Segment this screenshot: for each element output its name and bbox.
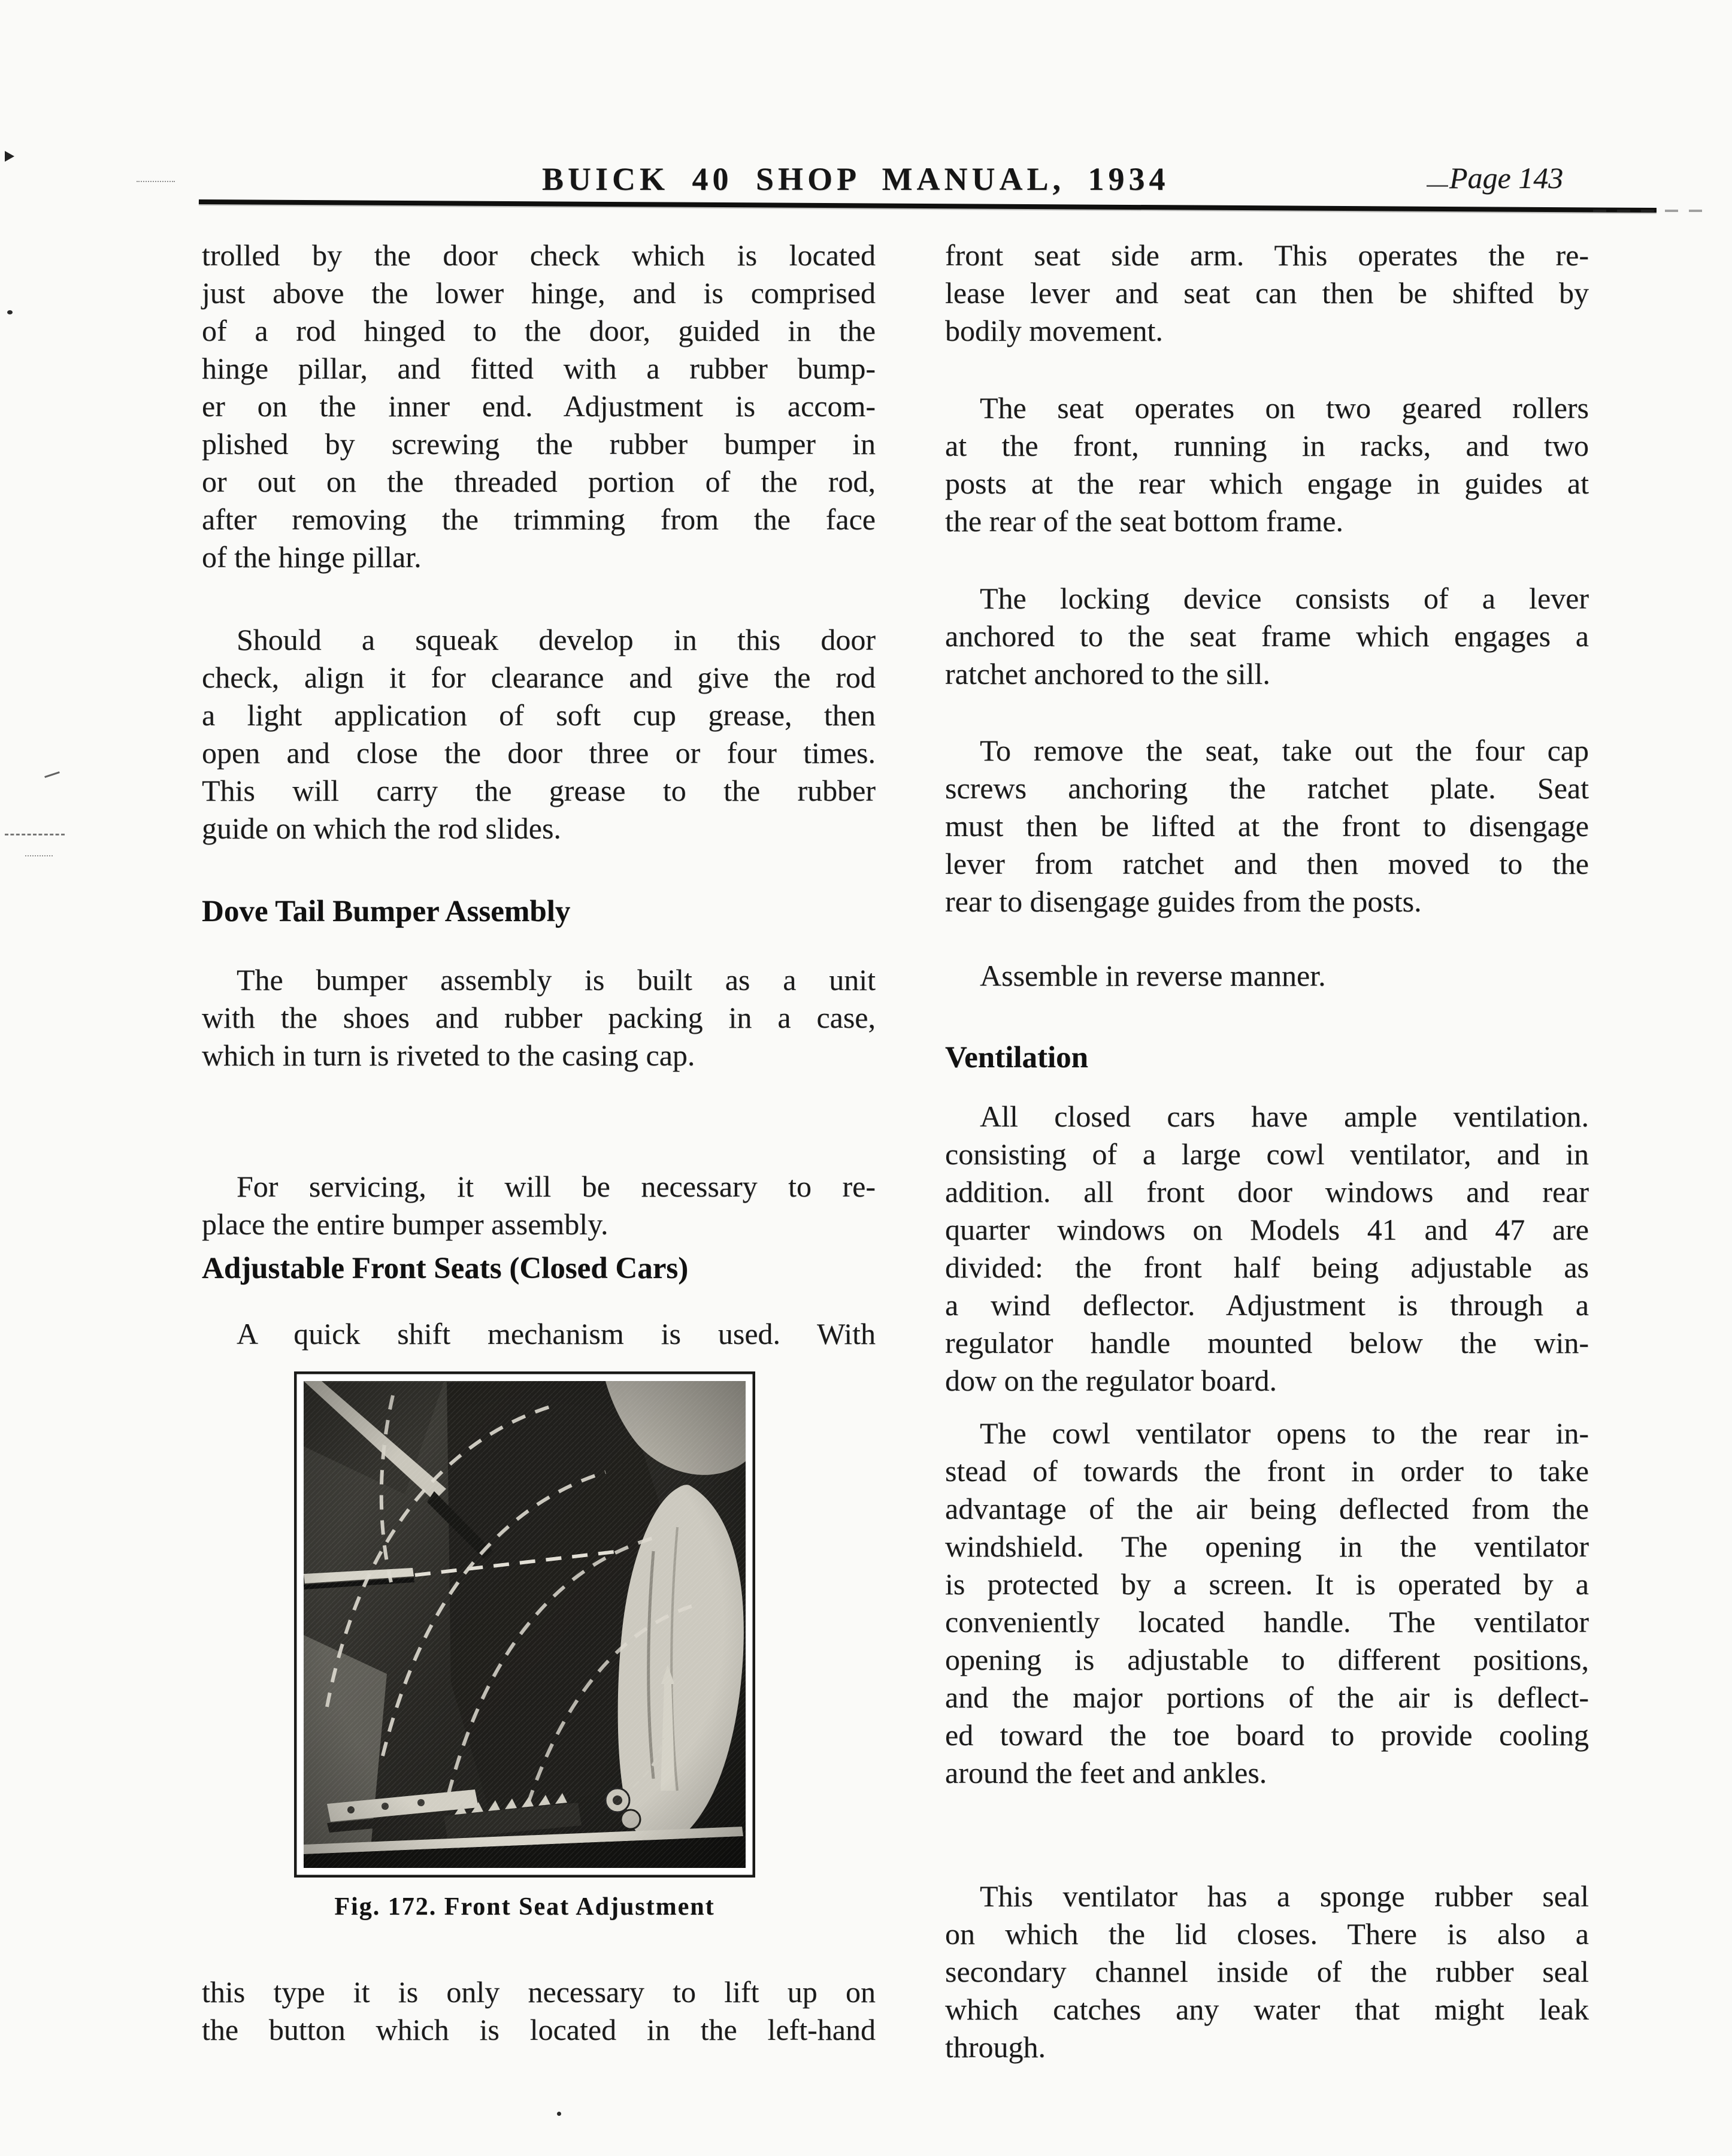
text-line: or out on the threaded portion of the rod, [202,465,876,498]
text-line: ed toward the toe board to provide cooling [945,1718,1589,1752]
text-line: is protected by a screen. It is operated by a [945,1567,1589,1601]
front-seat-photo [294,1371,755,1878]
paragraph-remove-seat [945,732,1589,920]
text-line: plished by screwing the rubber bumper in [202,427,876,461]
paragraph-door-check [202,237,876,576]
text-line: stead of towards the front in order to take [945,1454,1589,1488]
figure-front-seat-adjustment [294,1371,755,1878]
text-line: This will carry the grease to the rubber [202,774,876,807]
text-line: consisting of a large cowl ventilator, and in [945,1137,1589,1171]
text-line: conveniently located handle. The ventilator [945,1605,1589,1639]
text-line: this type it is only necessary to lift up on [202,1975,876,2009]
text-line: which in turn is riveted to the casing cap. [202,1038,695,1072]
text-line: bodily movement. [945,314,1163,347]
section-heading-ventilation: Ventilation [945,1041,1088,1074]
text-line: A quick shift mechanism is used. With [237,1317,876,1350]
text-line: dow on the regulator board. [945,1364,1277,1397]
section-heading-adjustable-seats: Adjustable Front Seats (Closed Cars) [202,1252,689,1285]
header-rule [199,199,1657,213]
text-line: the rear of the seat bottom frame. [945,504,1343,538]
text-line: secondary channel inside of the rubber seal [945,1955,1589,1988]
scan-artifact-dashes [5,834,65,835]
text-line: All closed cars have ample ventilation. [980,1100,1589,1133]
paragraph-cowl-ventilator [945,1415,1589,1792]
text-line: This ventilator has a sponge rubber seal [980,1879,1589,1913]
text-line: of a rod hinged to the door, guided in the [202,314,876,347]
paragraph-sponge-seal [945,1878,1589,2066]
text-line: posts at the rear which engage in guides at [945,467,1589,500]
scan-speck [44,771,60,778]
text-line: rear to disengage guides from the posts. [945,885,1422,918]
text-line: ratchet anchored to the sill. [945,657,1270,691]
paragraph-bumper-unit [202,961,876,1074]
text-line: addition. all front door windows and rear [945,1175,1589,1209]
header-rule-tail [1593,210,1707,212]
paragraph-seat-operates [945,389,1589,540]
text-line: at the front, running in racks, and two [945,429,1589,462]
text-line: lease lever and seat can then be shifted by [945,276,1589,310]
scan-speck [5,151,14,162]
text-line: For servicing, it will be necessary to re- [237,1170,876,1203]
text-line: lever from ratchet and then moved to the [945,847,1589,880]
scan-speck [7,310,13,314]
text-line: around the feet and ankles. [945,1756,1267,1789]
page-title: BUICK 40 SHOP MANUAL, 1934 [542,161,1170,197]
text-line: The bumper assembly is built as a unit [237,963,876,997]
text-line: after removing the trimming from the face [202,502,876,536]
page-number-label: Page 143 [1449,161,1564,195]
text-line: check, align it for clearance and give the rod [202,661,876,694]
text-line: advantage of the air being deflected from the [945,1492,1589,1525]
text-line: hinge pillar, and fitted with a rubber bump- [202,352,876,385]
text-line: front seat side arm. This operates the re- [945,238,1589,272]
text-line: The cowl ventilator opens to the rear in- [980,1416,1589,1450]
figure-caption: Fig. 172. Front Seat Adjustment [334,1893,715,1921]
text-line: with the shoes and rubber packing in a case, [202,1001,876,1034]
paragraph-front-seat-arm [945,237,1589,350]
text-line: The seat operates on two geared rollers [980,391,1589,425]
text-line: screws anchoring the ratchet plate. Seat [945,771,1589,805]
text-line: er on the inner end. Adjustment is accom- [202,389,876,423]
text-line: Should a squeak develop in this door [237,623,876,656]
text-line: trolled by the door check which is located [202,238,876,272]
text-line: opening is adjustable to different positions, [945,1643,1589,1676]
paragraph-all-closed [945,1098,1589,1400]
text-line: divided: the front half being adjustable as [945,1250,1589,1284]
scan-artifact-dash [1427,185,1448,187]
scan-speck [557,2112,561,2116]
paragraph-quick-shift [202,1315,876,1353]
photo-vignette [304,1381,746,1868]
text-line: place the entire bumper assembly. [202,1207,608,1241]
text-line: the button which is located in the left-hand [202,2013,876,2046]
text-line: regulator handle mounted below the win- [945,1326,1589,1359]
text-line: anchored to the seat frame which engages a [945,619,1589,653]
text-line: which catches any water that might leak [945,1993,1589,2026]
text-line: just above the lower hinge, and is comprised [202,276,876,310]
scan-artifact-dots [137,181,175,182]
paragraph-this-type [202,1973,876,2049]
text-line: Assemble in reverse manner. [980,959,1326,992]
text-line: The locking device consists of a lever [980,582,1589,615]
paragraph-squeak [202,621,876,847]
paragraph-assemble [945,957,1589,995]
text-line: To remove the seat, take out the four cap [980,734,1589,767]
section-heading-dove-tail: Dove Tail Bumper Assembly [202,895,571,928]
text-line: a wind deflector. Adjustment is through a [945,1288,1589,1322]
scan-artifact-dots [25,855,53,856]
text-line: open and close the door three or four times. [202,736,876,770]
text-line: and the major portions of the air is deflect- [945,1680,1589,1714]
paragraph-servicing [202,1168,876,1243]
paragraph-locking-device [945,580,1589,693]
text-line: through. [945,2030,1046,2064]
text-line: on which the lid closes. There is also a [945,1917,1589,1951]
text-line: must then be lifted at the front to disengage [945,809,1589,843]
text-line: windshield. The opening in the ventilator [945,1530,1589,1563]
text-line: of the hinge pillar. [202,540,422,574]
text-line: a light application of soft cup grease, then [202,698,876,732]
text-line: guide on which the rod slides. [202,811,561,845]
text-line: quarter windows on Models 41 and 47 are [945,1213,1589,1246]
